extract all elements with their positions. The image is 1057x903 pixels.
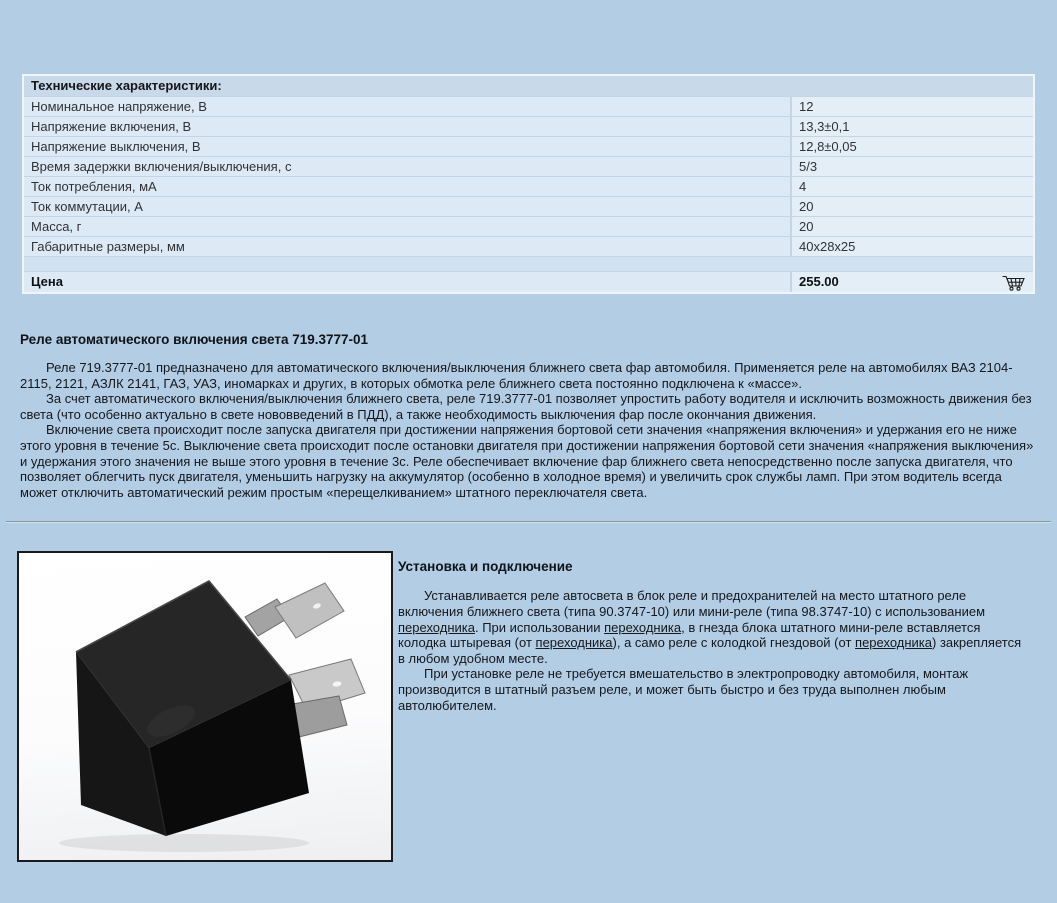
spec-label: Габаритные размеры, мм — [24, 237, 790, 256]
specs-header: Технические характеристики: — [24, 76, 1033, 96]
spec-label: Масса, г — [24, 217, 790, 236]
spacer-cell — [24, 257, 1033, 271]
spec-label: Ток коммутации, А — [24, 197, 790, 216]
install-p1-seg4: ), а само реле с колодкой гнездовой (от — [612, 635, 856, 651]
install-p1-seg1: Устанавливается реле автосвета в блок реле и предохранителей на место штатного реле включения ближнего света (типа 90.3747-10) или мини-реле (типа 98.3747-10) с использованием — [398, 588, 986, 619]
table-row — [24, 137, 1033, 156]
description-paragraph-1: Реле 719.3777-01 предназначено для автоматического включения/выключения ближнего света фар автомобиля. Применяется реле на автомобилях ВАЗ 2104-2115, 2121, АЗЛК 2141, ГАЗ, УАЗ, иномарках и других, в которых обмотка реле ближнего света постоянно подключена к «массе». — [20, 360, 1013, 391]
price-cell — [792, 272, 1033, 292]
table-row — [24, 217, 1033, 236]
product-title: Реле автоматического включения света 719.3777-01 — [20, 332, 369, 347]
install-title: Установка и подключение — [398, 559, 573, 575]
section-divider — [6, 521, 1051, 523]
spec-label: Напряжение выключения, В — [24, 137, 790, 156]
spec-label: Номинальное напряжение, В — [24, 97, 790, 116]
table-row — [24, 197, 1033, 216]
spec-label: Напряжение включения, В — [24, 117, 790, 136]
spec-value: 4 — [792, 177, 1033, 196]
spec-label: Ток потребления, мА — [24, 177, 790, 196]
table-row — [24, 117, 1033, 136]
table-spacer-row — [24, 257, 1033, 271]
install-text-column — [398, 551, 1037, 862]
description-paragraph-2: За счет автоматического включения/выключения ближнего света, реле 719.3777-01 позволяет упростить работу водителя и исключить возможность движения без света (что особенно актуально в свете нововведений в ПДД), а также необходимость выключения фар после окончания движения. — [20, 391, 1032, 422]
table-row — [24, 157, 1033, 176]
cart-icon[interactable] — [1001, 273, 1027, 291]
specs-table — [22, 74, 1035, 294]
spec-value: 20 — [792, 197, 1033, 216]
product-photo — [17, 551, 393, 862]
specs-header-row — [24, 76, 1033, 96]
spec-value: 13,3±0,1 — [792, 117, 1033, 136]
price-row — [24, 272, 1033, 292]
spec-value: 12,8±0,05 — [792, 137, 1033, 156]
table-row — [24, 237, 1033, 256]
install-p1-seg5: ) закрепляется в любом удобном месте. — [398, 635, 1022, 666]
spec-label: Время задержки включения/выключения, с — [24, 157, 790, 176]
adapter-link[interactable]: переходника — [604, 619, 682, 635]
table-row — [24, 97, 1033, 116]
description-paragraph-3: Включение света происходит после запуска двигателя при достижении напряжения бортовой сети значения «напряжения включения» и удержания его не ниже этого уровня в течение 5с. Выключение света происходит после остановки двигателя при достижении напряжения бортовой сети значения «напряжения выключения» и удержания этого значения не выше этого уровня в течение 3с. Реле обеспечивает включение фар ближнего света непосредственно после запуска двигателя, что позволяет облегчить пуск двигателя, уменьшить нагрузку на аккумулятор (особенно в холодное время) и увеличить срок службы ламп. При этом водитель всегда может отключить автоматический режим простым «перещелкиванием» штатного переключателя света. — [20, 422, 1034, 500]
install-section — [17, 551, 1037, 862]
install-paragraph-1 — [398, 588, 1023, 666]
price-label: Цена — [24, 272, 790, 292]
adapter-link[interactable]: переходника — [855, 635, 933, 651]
spec-value: 20 — [792, 217, 1033, 236]
table-row — [24, 177, 1033, 196]
install-p1-seg2: . При использовании — [474, 619, 605, 635]
price-value: 255.00 — [799, 274, 839, 289]
install-paragraph-2: При установке реле не требуется вмешательство в электропроводку автомобиля, монтаж производится в штатный разъем реле, и может быть быстро и без труда выполнен любым автолюбителем. — [398, 666, 969, 713]
spec-value: 5/3 — [792, 157, 1033, 176]
adapter-link[interactable]: переходника — [398, 619, 475, 635]
install-p1-seg3: , в гнезда блока штатного мини-реле вставляется колодка штыревая (от — [398, 619, 981, 651]
relay-photo-drawing — [19, 553, 391, 860]
spec-value: 40х28х25 — [792, 237, 1033, 256]
description-section — [20, 332, 1035, 500]
spec-value: 12 — [792, 97, 1033, 116]
adapter-link[interactable]: переходника — [535, 635, 613, 651]
